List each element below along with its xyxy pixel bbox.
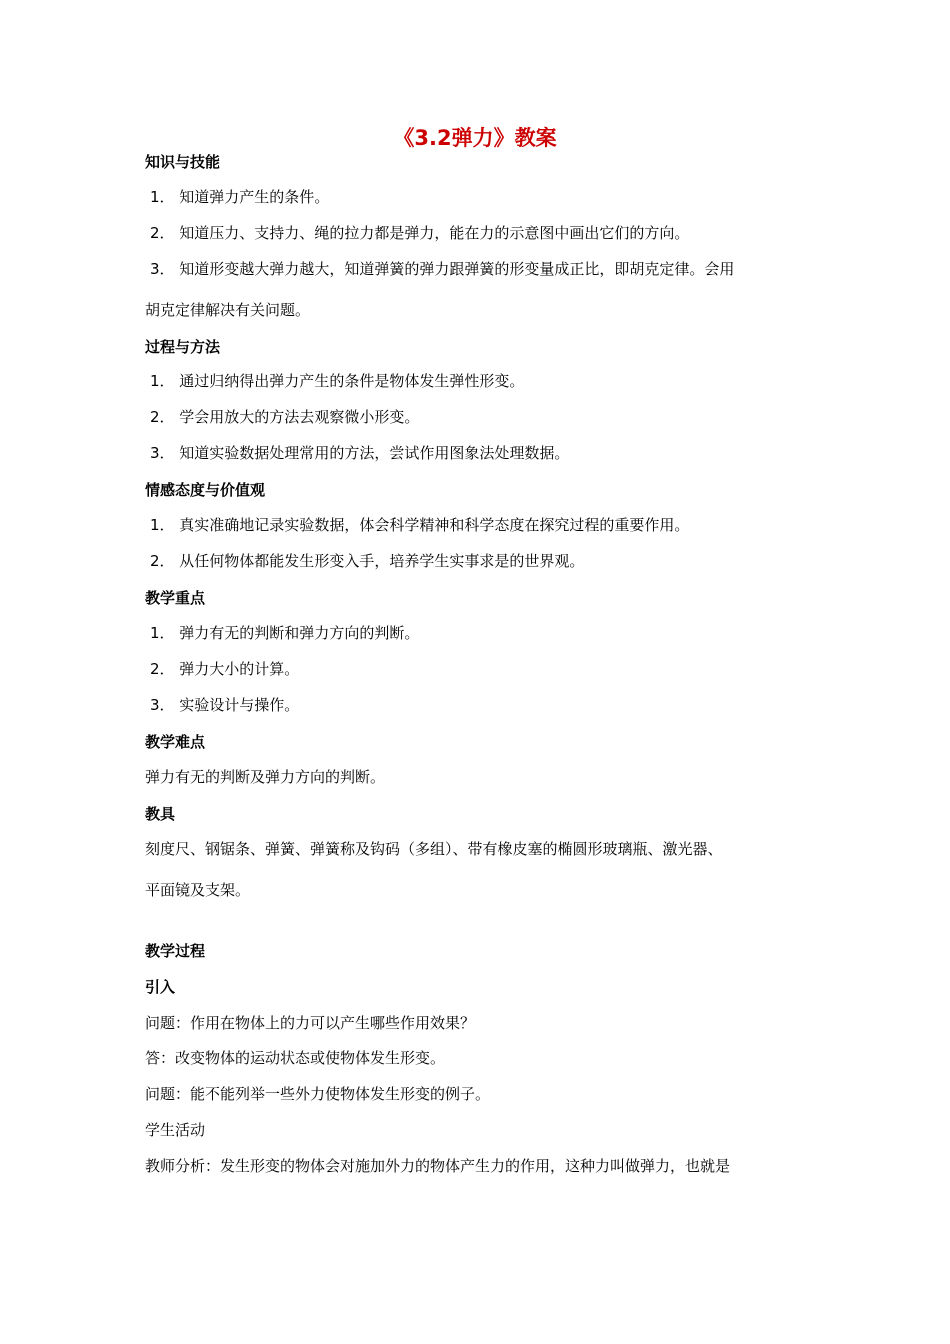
paragraph: 平面镜及支架。: [145, 881, 251, 899]
paragraph: 答：改变物体的运动状态或使物体发生形变。: [145, 1049, 446, 1067]
subheading-introduction: 引入: [145, 978, 176, 996]
list-item: 3． 知道实验数据处理常用的方法，尝试作用图象法处理数据。: [150, 444, 570, 462]
list-item: 1． 真实准确地记录实验数据，体会科学精神和科学态度在探究过程的重要作用。: [150, 516, 690, 534]
document-title: 《3.2弹力》教案: [393, 126, 557, 150]
list-item: 2． 从任何物体都能发生形变入手，培养学生实事求是的世界观。: [150, 552, 585, 570]
section-heading-process: 过程与方法: [145, 338, 221, 356]
list-item: 1． 通过归纳得出弹力产生的条件是物体发生弹性形变。: [150, 372, 525, 390]
section-heading-key-points: 教学重点: [145, 589, 206, 607]
paragraph: 问题：能不能列举一些外力使物体发生形变的例子。: [145, 1085, 491, 1103]
list-item: 2． 学会用放大的方法去观察微小形变。: [150, 408, 420, 426]
paragraph: 刻度尺、钢锯条、弹簧、弹簧称及钩码（多组）、带有橡皮塞的椭圆形玻璃瓶、激光器、: [145, 840, 723, 858]
list-item: 3． 知道形变越大弹力越大，知道弹簧的弹力跟弹簧的形变量成正比，即胡克定律。会用: [150, 260, 735, 278]
section-heading-difficulties: 教学难点: [145, 733, 206, 751]
list-item: 1． 弹力有无的判断和弹力方向的判断。: [150, 624, 420, 642]
section-heading-knowledge: 知识与技能: [145, 153, 221, 171]
paragraph: 学生活动: [145, 1121, 206, 1139]
list-item-continuation: 胡克定律解决有关问题。: [145, 301, 311, 319]
paragraph: 弹力有无的判断及弹力方向的判断。: [145, 768, 386, 786]
list-item: 1． 知道弹力产生的条件。: [150, 188, 330, 206]
section-heading-attitude: 情感态度与价值观: [145, 481, 266, 499]
list-item: 2． 弹力大小的计算。: [150, 660, 300, 678]
section-heading-teaching-process: 教学过程: [145, 942, 206, 960]
paragraph: 问题：作用在物体上的力可以产生哪些作用效果？: [145, 1014, 476, 1032]
list-item: 2． 知道压力、支持力、绳的拉力都是弹力，能在力的示意图中画出它们的方向。: [150, 224, 690, 242]
list-item: 3． 实验设计与操作。: [150, 696, 300, 714]
paragraph: 教师分析：发生形变的物体会对施加外力的物体产生力的作用，这种力叫做弹力，也就是: [145, 1157, 731, 1175]
section-heading-tools: 教具: [145, 805, 176, 823]
